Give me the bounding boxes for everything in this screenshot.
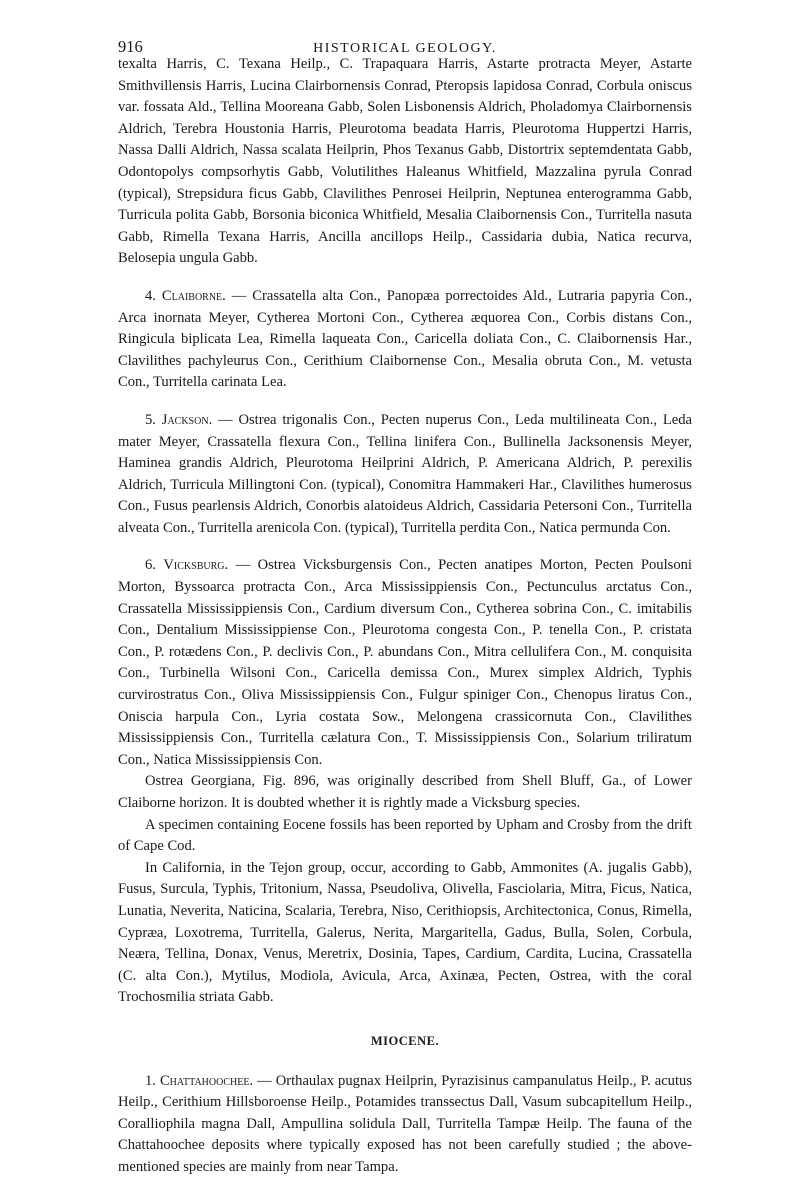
locality-title: Vicksburg. bbox=[163, 557, 229, 574]
section-heading-miocene: MIOCENE. bbox=[370, 1033, 440, 1048]
paragraph-vicksburg: 6. Vicksburg. — Ostrea Vicksburgensis Con., Pecten anatipes Morton, Pecten Poulsoni Morton, Byssoarca protracta Con., Arca Mississippiensis Con., Pectunculus arctatus Con., Crassatella Mississippiensis Con., Cardium diversum Con., Cytherea sobrina Con., C. imitabilis Con., Dentalium Mississippiense Con., Pleurotoma congesta Con., P. tenella Con., P. cristata Con., P. rotædens Con., P. declivis Con., P. abundans Con., Mitra cellulifera Con., M. conquisita Con., Turbinella Wilsoni Con., Caricella demissa Con., Murex simplex Aldrich, Typhis curvirostratus Con., Oliva Mississippiensis Con., Fulgur spiniger Con., Chenopus liratus Con., Oniscia harpula Con., Lyria costata Sow., Melongena crassicornuta Con., Clavilithes Mississippiensis Con., Turritella cælatura Con., T. Mississippiensis Con., Solarium triliratum Con., Natica Mississippiensis Con. bbox=[118, 557, 692, 768]
locality-title: Chattahoochee. bbox=[159, 1072, 254, 1089]
paragraph-claiborne: 4. Claiborne. — Crassatella alta Con., Panopæa porrectoides Ald., Lutraria papyria Con., Arca inornata Meyer, Cytherea Mortoni Con., Cytherea æquorea Con., Corbis distans Con., Ringicula biplicata Lea, Rimella laqueata Con., Caricella doliata Con., C. Claibornensis Har., Clavilithes pachyleurus Con., Cerithium Claibornense Con., Mesalia obruta Con., M. vetusta Con., Turritella carinata Lea. bbox=[118, 287, 692, 391]
paragraph-chattahoochee: 1. Chattahoochee. — Orthaulax pugnax Heilprin, Pyrazisinus campanulatus Heilp., P. acutus Heilp., Cerithium Hillsboroense Heilp., Potamides transsectus Dall, Vasum subcapitellum Heilp., Coralliophila magna Dall, Ampullina solidula Dall, Turritella Tampæ Heilp. The fauna of the Chattahoochee deposits where typically exposed has not been carefully studied ; the above-mentioned species are mainly from near Tampa. bbox=[118, 1072, 693, 1175]
running-head: HISTORICAL GEOLOGY. bbox=[313, 41, 497, 56]
paragraph-jackson: 5. Jackson. — Ostrea trigonalis Con., Pecten nuperus Con., Leda multilineata Con., Leda mater Meyer, Crassatella flexura Con., Tellina linifera Con., Bullinella Jacksonensis Meyer, Haminea grandis Aldrich, Pleurotoma Heilprini Aldrich, P. Americana Aldrich, P. perexilis Aldrich, Turricula Millingtoni Con. (typical), Conomitra Hammakeri Har., Clavilithes humerosus Con., Fusus pearlensis Aldrich, Conorbis alatoideus Aldrich, Cassidaria Petersoni Con., Turritella alveata Con., Turritella arenicola Con. (typical), Turritella perdita Con., Natica permunda Con. bbox=[118, 411, 692, 536]
paragraph-continued-species-list: texalta Harris, C. Texana Heilp., C. Trapaquara Harris, Astarte protracta Meyer, Astarte Smithvillensis Harris, Lucina Clairbornensis Conrad, Pteropsis lapidosa Conrad, Corbula oniscus var. fossata Ald., Tellina Mooreana Gabb, Solen Lisbonensis Aldrich, Pholadomya Clairbornensis Aldrich, Terebra Houstonia Harris, Pleurotoma beadata Harris, Pleurotoma Huppertzi Harris, Nassa Dalli Aldrich, Nassa scalata Heilprin, Phos Texanus Gabb, Distortrix septemdentata Gabb, Odontopolys compsorhytis Gabb, Volutilithes Haleanus Whitfield, Mazzalina pyrula Conrad (typical), Strepsidura ficus Gabb, Clavilithes Penrosei Heilprin, Neptunea enterogramma Gabb, Turricula polita Gabb, Borsonia biconica Whitfield, Mesalia Claibornensis Con., Turritella nasuta Gabb, Rimella Texana Harris, Ancilla ancillops Heilp., Cassidaria dubia, Natica recurva, Belosepia ungula Gabb. bbox=[118, 56, 692, 267]
paragraph-ostrea-georgiana: Ostrea Georgiana, Fig. 896, was originally described from Shell Bluff, Ga., of Lower Claiborne horizon. It is doubted whether it is rightly made a Vicksburg species. bbox=[118, 773, 692, 811]
locality-title: Claiborne. bbox=[161, 287, 226, 304]
page-header bbox=[118, 0, 692, 54]
paragraph-california-tejon: In California, in the Tejon group, occur, according to Gabb, Ammonites (A. jugalis Gabb), Fusus, Surcula, Typhis, Tritonium, Nassa, Pseudoliva, Olivella, Fasciolaria, Mitra, Ficus, Natica, Lunatia, Neverita, Naticina, Scalaria, Terebra, Niso, Cerithiopsis, Architectonica, Conus, Rimella, Cypræa, Loxotrema, Turritella, Galerus, Nerita, Margaritella, Gadus, Bulla, Solen, Corbula, Neæra, Tellina, Donax, Venus, Meretrix, Dosinia, Tapes, Cardium, Cardita, Lucina, Crassatella (C. alta Con.), Mytilus, Modiola, Avicula, Arca, Axinæa, Pecten, Ostrea, with the coral Trochosmilia striata Gabb. bbox=[118, 859, 692, 1006]
page-number: 916 bbox=[118, 37, 143, 56]
paragraph-cape-cod: A specimen containing Eocene fossils has been reported by Upham and Crosby from the drift of Cape Cod. bbox=[118, 816, 692, 855]
locality-title: Jackson. bbox=[161, 411, 213, 428]
book-page bbox=[118, 0, 692, 1179]
